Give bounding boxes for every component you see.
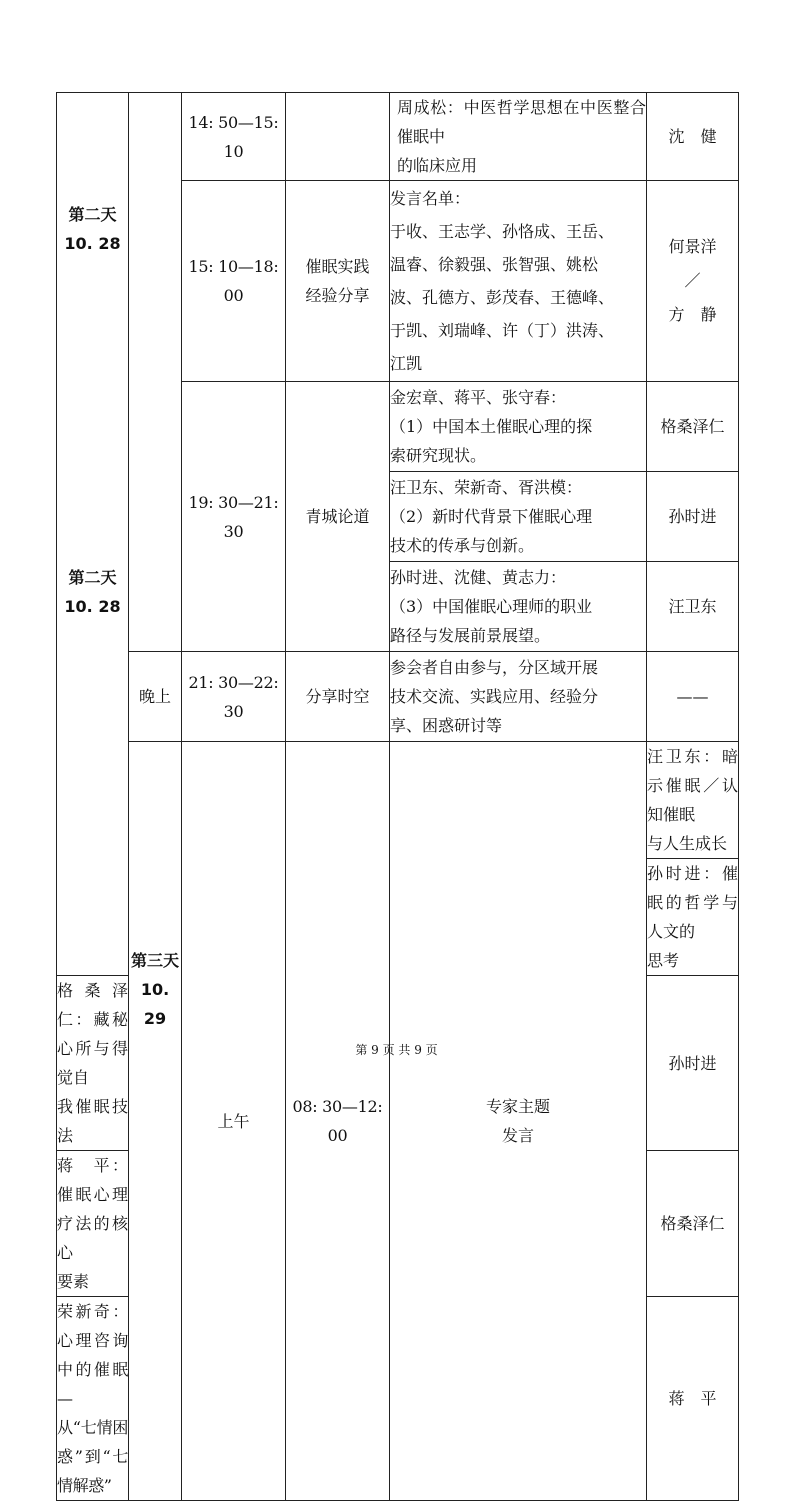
schedule-table <box>56 92 739 1501</box>
topic-cell: 专家主题 发言 <box>390 742 647 1501</box>
content-cell: 金宏章、蒋平、张守春： （1）中国本土催眠心理的探 索研究现状。 <box>390 382 647 472</box>
content-cell: 发言名单： 于收、王志学、孙恪成、王岳、 温睿、徐毅强、张智强、姚松 波、孔德方、彭茂春、王德峰、 于凯、刘瑞峰、许（丁）洪涛、 江凯 <box>390 181 647 382</box>
host-cell: 孙时进 <box>647 472 739 562</box>
content-cell: 汪卫东、荣新奇、胥洪模： （2）新时代背景下催眠心理 技术的传承与创新。 <box>390 472 647 562</box>
day-label: 第三天 <box>130 951 179 970</box>
day-date: 10. 29 <box>140 980 170 1028</box>
topic-cell <box>286 93 390 181</box>
content-cell: 荣新奇：心理咨询中的催眠— 从“七情困惑”到“七情解惑” <box>57 1297 129 1501</box>
time-cell: 19: 30—21: 30 <box>182 382 286 652</box>
day-cell <box>57 93 129 976</box>
period-cell: 晚上 <box>129 652 182 742</box>
day-label: 第二天 <box>68 568 117 587</box>
day-date: 10. 28 <box>64 234 121 253</box>
day-cell <box>129 742 182 1501</box>
page-footer: 第 9 页 共 9 页 <box>355 1043 438 1057</box>
content-cell: 参会者自由参与，分区域开展 技术交流、实践应用、经验分 享、困惑研讨等 <box>390 652 647 742</box>
period-cell <box>129 93 182 652</box>
host-cell: 蒋 平 <box>647 1297 739 1501</box>
time-cell: 21: 30—22: 30 <box>182 652 286 742</box>
host-cell: 沈 健 <box>647 93 739 181</box>
time-cell: 14: 50—15: 10 <box>182 93 286 181</box>
host-cell: 何景洋 ／ 方 静 <box>647 181 739 382</box>
host-cell: 汪卫东 <box>647 562 739 652</box>
content-cell: 周成松：中医哲学思想在中医整合催眠中 的临床应用 <box>390 93 647 181</box>
content-cell: 孙时进：催眠的哲学与人文的 思考 <box>647 859 739 976</box>
period-cell: 上午 <box>182 742 286 1501</box>
host-cell: 孙时进 <box>647 976 739 1151</box>
time-cell: 15: 10—18: 00 <box>182 181 286 382</box>
time-cell: 08: 30—12: 00 <box>286 742 390 1501</box>
host-cell: 格桑泽仁 <box>647 1151 739 1297</box>
day-label: 第二天 <box>68 205 117 224</box>
content-cell: 汪卫东：暗示催眠／认知催眠 与人生成长 <box>647 742 739 859</box>
table-row <box>57 652 739 742</box>
topic-cell: 青城论道 <box>286 382 390 652</box>
content-cell: 蒋 平：催眠心理疗法的核心 要素 <box>57 1151 129 1297</box>
table-row <box>57 742 739 859</box>
content-cell: 孙时进、沈健、黄志力： （3）中国催眠心理师的职业 路径与发展前景展望。 <box>390 562 647 652</box>
content-cell: 格桑泽仁：藏秘心所与得觉自 我催眠技法 <box>57 976 129 1151</box>
host-cell: 格桑泽仁 <box>647 382 739 472</box>
topic-cell: 催眠实践 经验分享 <box>286 181 390 382</box>
day-date: 10. 28 <box>64 597 121 616</box>
topic-cell: 分享时空 <box>286 652 390 742</box>
table-row <box>57 93 739 181</box>
host-cell: —— <box>647 652 739 742</box>
